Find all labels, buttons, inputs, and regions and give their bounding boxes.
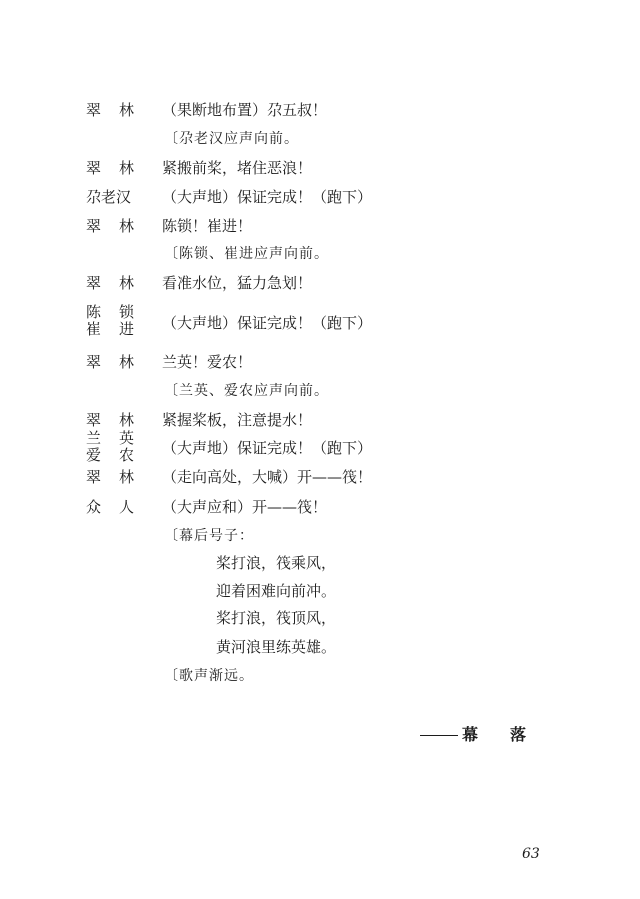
- stage-direction-text: 〔歌声渐远。: [164, 668, 254, 684]
- speaker-name: 兰英: [86, 429, 153, 447]
- dialogue-text: （果断地布置）尕五叔！: [162, 101, 328, 119]
- stage-direction-text: 〔幕后号子：: [164, 528, 254, 544]
- speaker-name: 翠林: [86, 468, 153, 486]
- speaker-name: 爱农: [86, 446, 153, 464]
- dialogue-text: 兰英！爱农！: [162, 353, 253, 371]
- song-text: 迎着困难向前冲。: [216, 582, 337, 600]
- stage-direction-text: 〔兰英、爱农应声向前。: [164, 383, 329, 399]
- speaker-name: 众人: [86, 498, 153, 516]
- dialogue-text: （大声地）保证完成！（跑下）: [162, 439, 373, 457]
- speaker-name: 翠林: [86, 159, 153, 177]
- curtain-falls: [420, 722, 528, 745]
- dialogue-text: （大声应和）开——筏！: [162, 498, 328, 516]
- curtain-word: 幕: [462, 725, 481, 744]
- dialogue-text: （走向高处，大喊）开——筏！: [162, 468, 373, 486]
- speaker-name: 崔进: [86, 320, 153, 338]
- dialogue-text: （大声地）保证完成！（跑下）: [162, 314, 373, 332]
- curtain-word: 落: [510, 725, 529, 744]
- stage-direction-text: 〔陈锁、崔进应声向前。: [164, 246, 329, 262]
- page-number: 63: [522, 846, 540, 862]
- speaker-name: 尕老汉: [86, 188, 132, 206]
- stage-direction-text: 〔尕老汉应声向前。: [164, 131, 299, 147]
- speaker-name: 陈锁: [86, 303, 153, 321]
- dialogue-text: 看准水位，猛力急划！: [162, 274, 313, 292]
- speaker-name: 翠林: [86, 353, 153, 371]
- song-text: 桨打浪，筏乘风，: [216, 554, 337, 572]
- dialogue-text: 紧握桨板，注意提水！: [162, 411, 313, 429]
- speaker-name: 翠林: [86, 274, 153, 292]
- song-text: 桨打浪，筏顶风，: [216, 609, 337, 627]
- speaker-name: 翠林: [86, 101, 153, 119]
- em-dash-rule: [420, 735, 458, 736]
- speaker-group: [86, 304, 152, 338]
- dialogue-text: （大声地）保证完成！（跑下）: [162, 188, 373, 206]
- speaker-name: 翠林: [86, 217, 153, 235]
- speaker-name: 翠林: [86, 411, 153, 429]
- speaker-group: [86, 430, 152, 464]
- song-text: 黄河浪里练英雄。: [216, 638, 337, 656]
- dialogue-text: 陈锁！崔进！: [162, 217, 253, 235]
- dialogue-text: 紧搬前桨，堵住恶浪！: [162, 159, 313, 177]
